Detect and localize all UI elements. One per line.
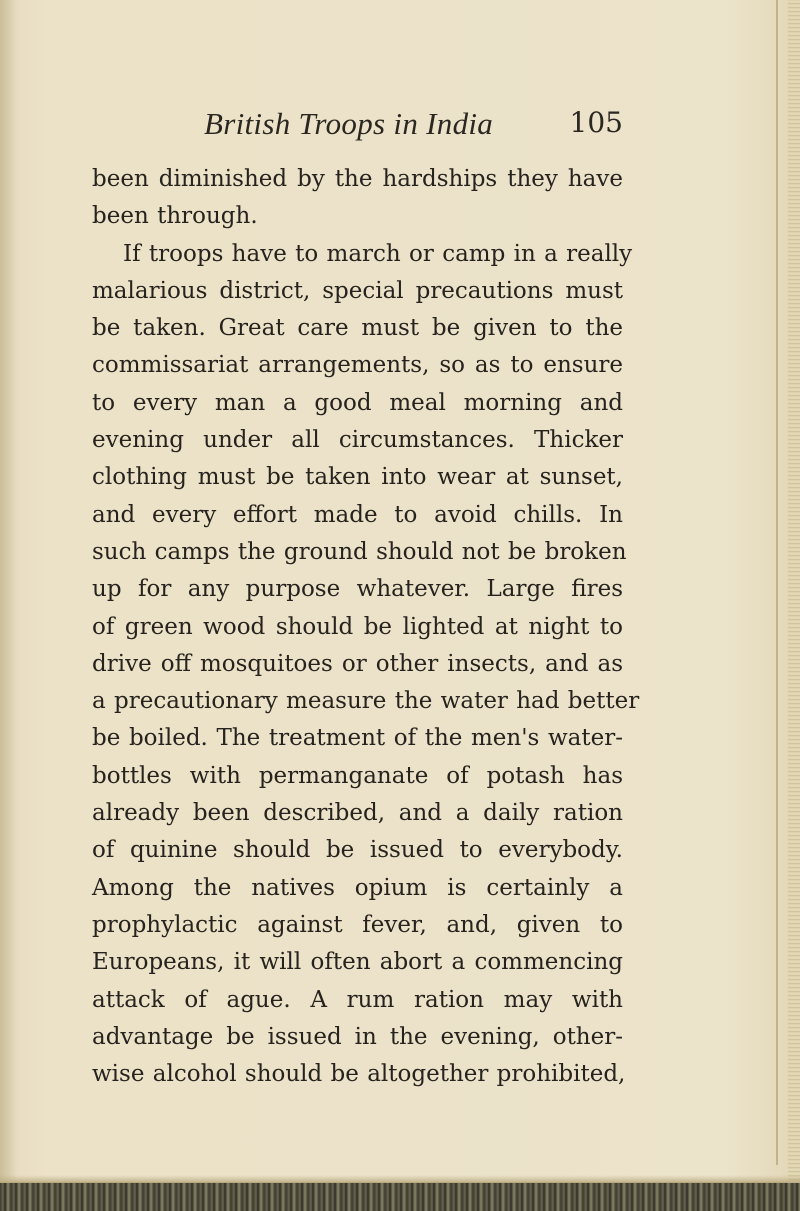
text-line: up for any purpose whatever. Large fires [92, 576, 623, 603]
page-number: 105 [569, 106, 623, 139]
text-line: such camps the ground should not be broken [92, 538, 627, 565]
text-line: evening under all circumstances. Thicker [92, 427, 623, 454]
text-line: been through. [92, 203, 258, 230]
text-line: prophylactic against fever, and, given to [92, 911, 623, 938]
text-line: Europeans, it will often abort a commencing [92, 949, 623, 976]
book-bottom-edge [0, 1183, 800, 1211]
text-line: attack of ague. A rum ration may with [92, 986, 623, 1013]
text-line: commissariat arrangements, so as to ensure [92, 352, 623, 379]
text-line: to every man a good meal morning and [92, 389, 623, 416]
text-line: drive off mosquitoes or other insects, and as [92, 650, 623, 677]
page-header [92, 100, 623, 140]
text-line: If troops have to march or camp in a really [123, 240, 633, 267]
page-gutter-shadow [0, 0, 18, 1182]
page-edge [788, 0, 800, 1190]
text-line: of quinine should be issued to everybody. [92, 837, 623, 864]
text-line: of green wood should be lighted at night to [92, 613, 623, 640]
text-line: advantage be issued in the evening, other- [92, 1023, 623, 1050]
text-line: a precautionary measure the water had better [92, 688, 640, 715]
text-line: already been described, and a daily ration [92, 800, 623, 827]
text-line: been diminished by the hardships they have [92, 166, 623, 192]
text-line: wise alcohol should be altogether prohibited, [92, 1061, 626, 1088]
text-line: Among the natives opium is certainly a [92, 874, 623, 901]
text-line: clothing must be taken into wear at sunset, [92, 464, 623, 491]
body-text [92, 161, 640, 1093]
text-line: bottles with permanganate of potash has [92, 762, 623, 789]
page-fold-line [776, 0, 778, 1165]
running-head: British Troops in India [204, 106, 494, 141]
text-line: be taken. Great care must be given to the [92, 315, 623, 342]
text-line: be boiled. The treatment of the men's water- [92, 725, 623, 752]
text-line: malarious district, special precautions must [92, 277, 623, 304]
text-line: and every effort made to avoid chills. In [92, 501, 623, 528]
